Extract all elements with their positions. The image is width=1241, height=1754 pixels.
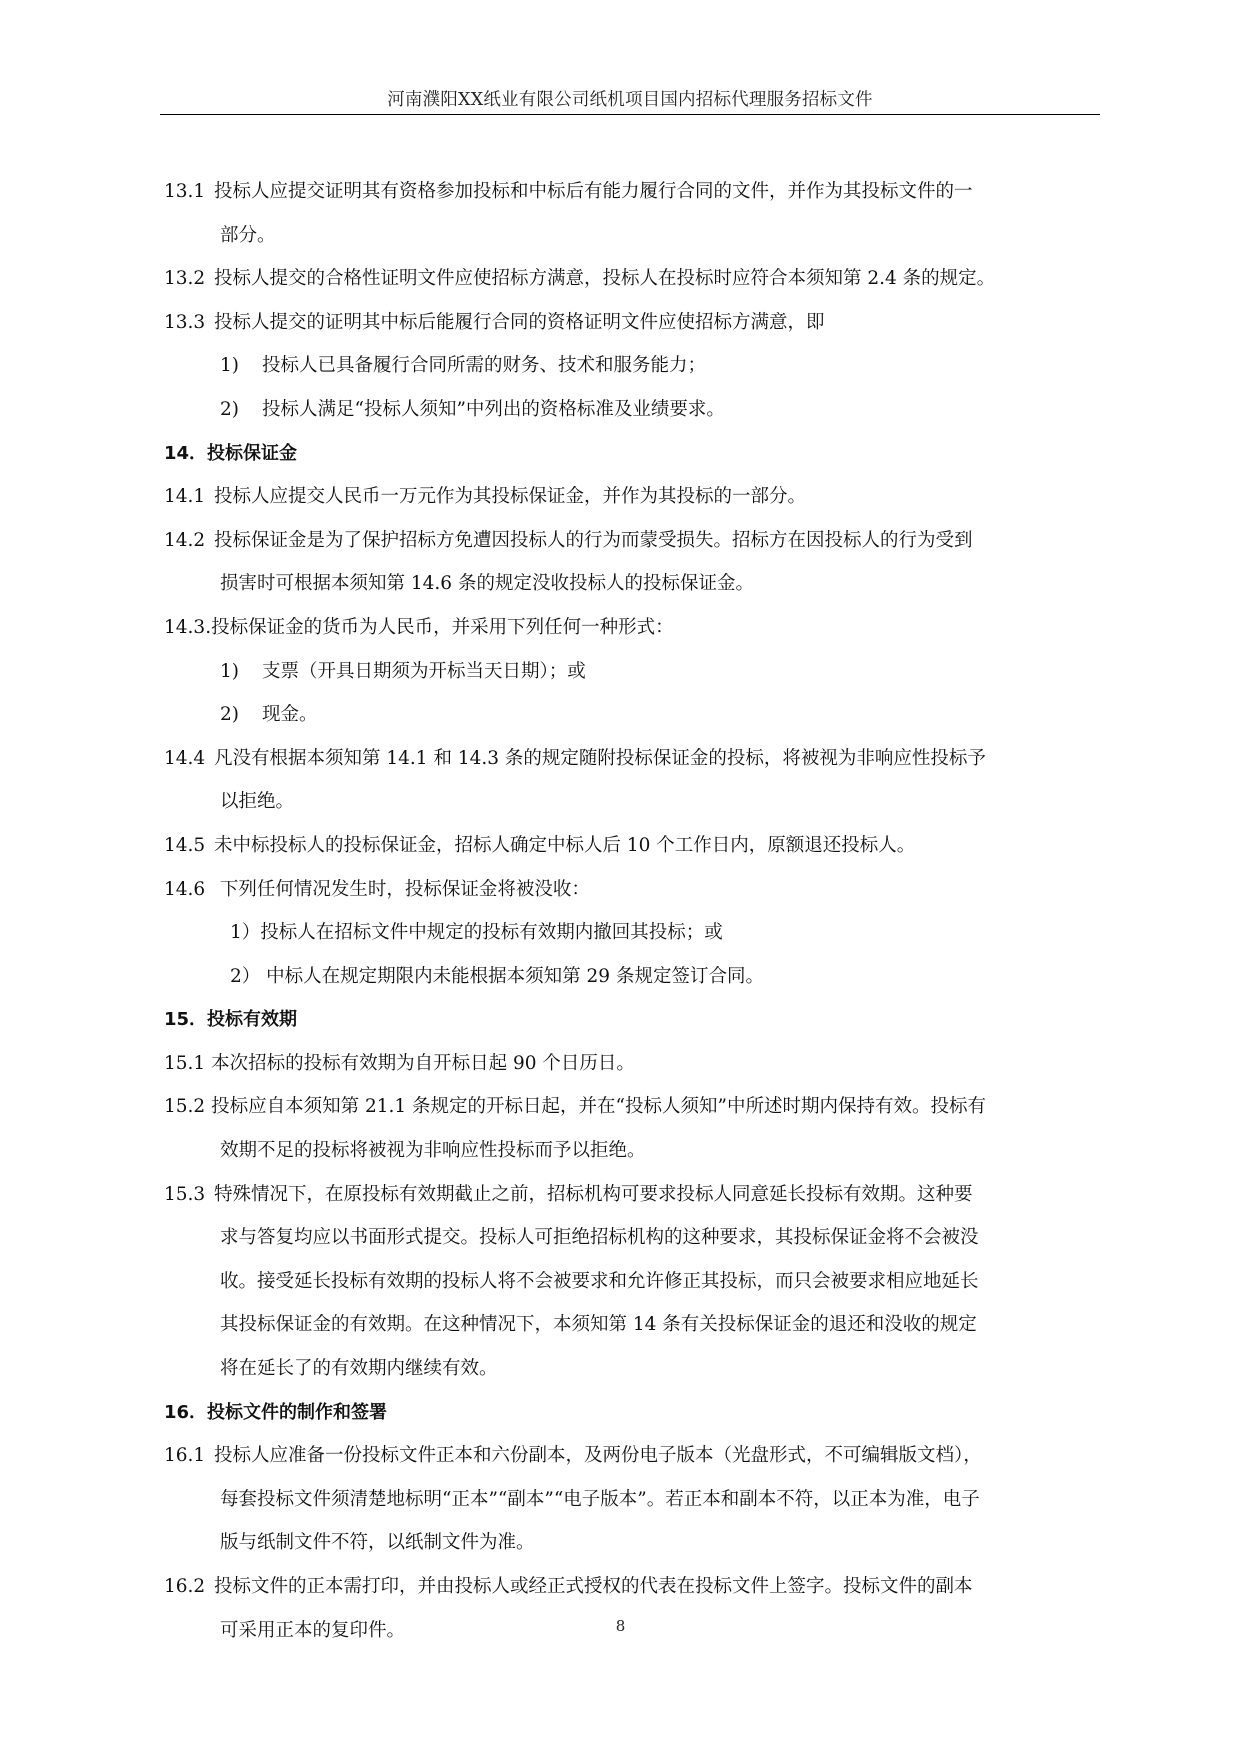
clause-text: 将在延长了的有效期内继续有效。 [220, 1358, 498, 1380]
clause-text: 投标文件的正本需打印，并由投标人或经正式授权的代表在投标文件上签字。投标文件的副本 [214, 1576, 973, 1597]
clause-number: 16.2 [164, 1576, 206, 1597]
clause-text: 可采用正本的复印件。 [220, 1619, 406, 1641]
clause-15-3-cont [164, 1347, 1108, 1391]
section-heading-15: 15．投标有效期 [164, 1009, 298, 1031]
list-item [164, 650, 1108, 694]
clause-16-1-cont [164, 1521, 1108, 1565]
clause-number: 14.6 [164, 878, 206, 900]
clause-14-2-cont [164, 562, 1108, 606]
list-item [164, 911, 1108, 955]
clause-16-1 [164, 1434, 1108, 1478]
clause-text: 14.3.投标保证金的货币为人民币，并采用下列任何一种形式： [164, 616, 674, 638]
clause-number: 13.3 [164, 311, 206, 333]
clause-15-3-cont [164, 1303, 1108, 1347]
clause-14-1 [164, 475, 1108, 519]
clause-16-1-cont [164, 1478, 1108, 1522]
clause-text: 未中标投标人的投标保证金，招标人确定中标人后 10 个工作日内，原额退还投标人。 [214, 834, 916, 856]
clause-number: 14.1 [164, 486, 206, 508]
clause-text: 15.2 投标应自本须知第 21.1 条规定的开标日起，并在“投标人须知”中所述时期内保持有效。投标有 [164, 1096, 986, 1118]
list-item [164, 693, 1108, 737]
document-body [164, 170, 1108, 1652]
clause-14-3 [164, 606, 1108, 650]
clause-text: 投标人应提交证明其有资格参加投标和中标后有能力履行合同的文件，并作为其投标文件的一 [214, 181, 973, 202]
section-heading-14: 14．投标保证金 [164, 442, 298, 464]
clause-13-3 [164, 301, 1108, 345]
clause-13-1-cont [164, 214, 1108, 258]
clause-number: 13.1 [164, 181, 206, 202]
clause-text: 投标人应准备一份投标文件正本和六份副本，及两份电子版本（光盘形式，不可编辑版文档）， [214, 1445, 982, 1467]
list-text: 1）投标人在招标文件中规定的投标有效期内撤回其投标；或 [230, 922, 723, 944]
clause-text: 每套投标文件须清楚地标明“正本”“副本”“电子版本”。若正本和副本不符，以正本为准，电子 [220, 1488, 980, 1510]
list-item [164, 344, 1108, 388]
clause-text: 投标人提交的证明其中标后能履行合同的资格证明文件应使招标方满意，即 [214, 311, 825, 333]
header-divider [160, 114, 1100, 115]
list-text: 2） 中标人在规定期限内未能根据本须知第 29 条规定签订合同。 [230, 965, 764, 987]
clause-number: 13.2 [164, 268, 206, 290]
clause-text: 投标人提交的合格性证明文件应使招标方满意，投标人在投标时应符合本须知第 2.4 条的规定。 [214, 268, 996, 290]
list-marker: 2) [220, 398, 239, 420]
clause-text: 版与纸制文件不符，以纸制文件为准。 [220, 1532, 535, 1554]
clause-15-3-cont [164, 1216, 1108, 1260]
clause-14-5 [164, 824, 1108, 868]
page-number: 8 [615, 1617, 626, 1635]
clause-14-4-cont [164, 780, 1108, 824]
clause-15-3-cont [164, 1260, 1108, 1304]
list-item [164, 955, 1108, 999]
clause-15-1 [164, 1042, 1108, 1086]
clause-number: 14.4 [164, 747, 206, 769]
clause-number: 14.2 [164, 529, 206, 551]
clause-text: 损害时可根据本须知第 14.6 条的规定没收投标人的投标保证金。 [220, 573, 754, 595]
clause-text: 投标保证金是为了保护招标方免遭因投标人的行为而蒙受损失。招标方在因投标人的行为受到 [214, 529, 973, 551]
list-text: 支票（开具日期须为开标当天日期）；或 [262, 660, 586, 682]
list-marker: 1) [220, 660, 239, 682]
clause-text: 15.1 本次招标的投标有效期为自开标日起 90 个日历日。 [164, 1052, 635, 1074]
clause-13-1 [164, 170, 1108, 214]
section-heading-16: 16．投标文件的制作和签署 [164, 1401, 388, 1423]
list-marker: 2) [220, 704, 239, 726]
clause-text: 其投标保证金的有效期。在这种情况下，本须知第 14 条有关投标保证金的退还和没收的规定 [220, 1314, 977, 1336]
clause-text: 以拒绝。 [220, 791, 295, 813]
list-text: 投标人已具备履行合同所需的财务、技术和服务能力； [262, 355, 707, 377]
clause-text: 特殊情况下，在原投标有效期截止之前，招标机构可要求投标人同意延长投标有效期。这种要 [214, 1183, 973, 1205]
list-marker: 1) [220, 355, 239, 377]
clause-text: 凡没有根据本须知第 14.1 和 14.3 条的规定随附投标保证金的投标，将被视为非响应性投标予 [214, 747, 986, 769]
clause-number: 14.5 [164, 834, 206, 856]
document-header-title: 河南濮阳XX纸业有限公司纸机项目国内招标代理服务招标文件 [387, 90, 873, 110]
clause-15-3 [164, 1173, 1108, 1217]
clause-15-2 [164, 1085, 1108, 1129]
clause-text: 部分。 [220, 224, 276, 246]
clause-text: 下列任何情况发生时，投标保证金将被没收： [214, 878, 590, 900]
clause-16-2 [164, 1565, 1108, 1609]
clause-text: 投标人应提交人民币一万元作为其投标保证金，并作为其投标的一部分。 [214, 486, 807, 508]
list-item [164, 388, 1108, 432]
clause-text: 效期不足的投标将被视为非响应性投标而予以拒绝。 [220, 1140, 646, 1162]
clause-text: 求与答复均应以书面形式提交。投标人可拒绝招标机构的这种要求，其投标保证金将不会被没 [220, 1227, 979, 1249]
clause-number: 15.3 [164, 1183, 206, 1205]
clause-14-4 [164, 737, 1108, 781]
clause-15-2-cont [164, 1129, 1108, 1173]
clause-text: 收。接受延长投标有效期的投标人将不会被要求和允许修正其投标，而只会被要求相应地延长 [220, 1270, 979, 1292]
clause-14-2 [164, 519, 1108, 563]
clause-number: 16.1 [164, 1445, 206, 1467]
list-text: 现金。 [262, 704, 318, 726]
list-text: 投标人满足“投标人须知”中列出的资格标准及业绩要求。 [262, 398, 725, 420]
clause-13-2 [164, 257, 1108, 301]
clause-14-6 [164, 868, 1108, 912]
